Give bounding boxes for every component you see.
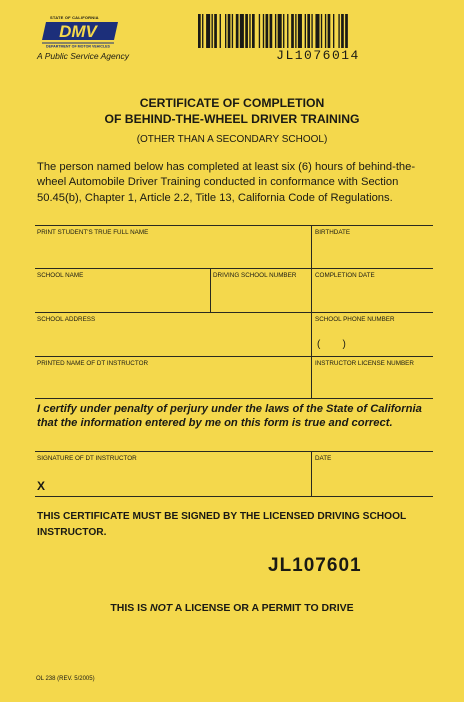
phone-parentheses: ( ) — [317, 339, 346, 350]
barcode-number: JL1076014 — [276, 48, 360, 63]
form-rule — [35, 451, 433, 452]
dmv-logo — [38, 18, 120, 48]
form-top-rule — [35, 225, 433, 226]
form-rule — [35, 312, 433, 313]
form-divider — [311, 451, 312, 496]
state-line: STATE OF CALIFORNIA — [50, 15, 99, 20]
not-license-notice — [0, 602, 464, 614]
perjury-statement: I certify under penalty of perjury under the laws of the State of California that the information entered by me on this form is true and correct. — [37, 403, 422, 430]
school-address-field[interactable]: SCHOOL ADDRESS — [37, 316, 96, 323]
instructor-name-field[interactable]: PRINTED NAME OF DT INSTRUCTOR — [37, 360, 149, 367]
serial-number: JL107601 — [268, 555, 362, 576]
signature-x-mark: X — [37, 479, 46, 493]
agency-tagline: A Public Service Agency — [37, 51, 129, 61]
student-name-field[interactable]: PRINT STUDENT'S TRUE FULL NAME — [37, 229, 149, 236]
completion-date-field[interactable]: COMPLETION DATE — [315, 272, 375, 279]
form-divider — [210, 268, 211, 312]
barcode — [198, 14, 438, 48]
intro-paragraph: The person named below has completed at least six (6) hours of behind-the-wheel Automobile Driver Training conducted in conformance with Section 50.45(b), Chapter 1, Article 2.2, Title 13, California Code of Regulations. — [37, 161, 416, 204]
notice-emphasis: NOT — [150, 602, 173, 614]
form-rule — [35, 268, 433, 269]
form-rule — [35, 398, 433, 399]
school-phone-field[interactable]: SCHOOL PHONE NUMBER — [315, 316, 395, 323]
title-line-1: CERTIFICATE OF COMPLETION — [139, 96, 325, 110]
title-line-2: OF BEHIND-THE-WHEEL DRIVER TRAINING — [104, 112, 360, 126]
instructor-license-field[interactable]: INSTRUCTOR LICENSE NUMBER — [315, 360, 414, 367]
signing-requirement: THIS CERTIFICATE MUST BE SIGNED BY THE LICENSED DRIVING SCHOOL INSTRUCTOR. — [37, 511, 407, 538]
form-divider — [311, 225, 312, 398]
school-number-field[interactable]: DRIVING SCHOOL NUMBER — [213, 272, 297, 279]
notice-suffix: A LICENSE OR A PERMIT TO DRIVE — [172, 602, 354, 614]
date-field[interactable]: DATE — [315, 455, 332, 462]
school-name-field[interactable]: SCHOOL NAME — [37, 272, 84, 279]
logo-text: DMV — [59, 22, 97, 41]
birthdate-field[interactable]: BIRTHDATE — [315, 229, 351, 236]
subtitle: (OTHER THAN A SECONDARY SCHOOL) — [136, 134, 328, 145]
form-rule — [35, 356, 433, 357]
form-rule — [35, 496, 433, 497]
notice-prefix: THIS IS — [110, 602, 151, 614]
form-number: OL 238 (REV. 5/2005) — [36, 676, 95, 682]
dept-line: DEPARTMENT OF MOTOR VEHICLES — [46, 44, 110, 48]
signature-field[interactable]: SIGNATURE OF DT INSTRUCTOR — [37, 455, 137, 462]
